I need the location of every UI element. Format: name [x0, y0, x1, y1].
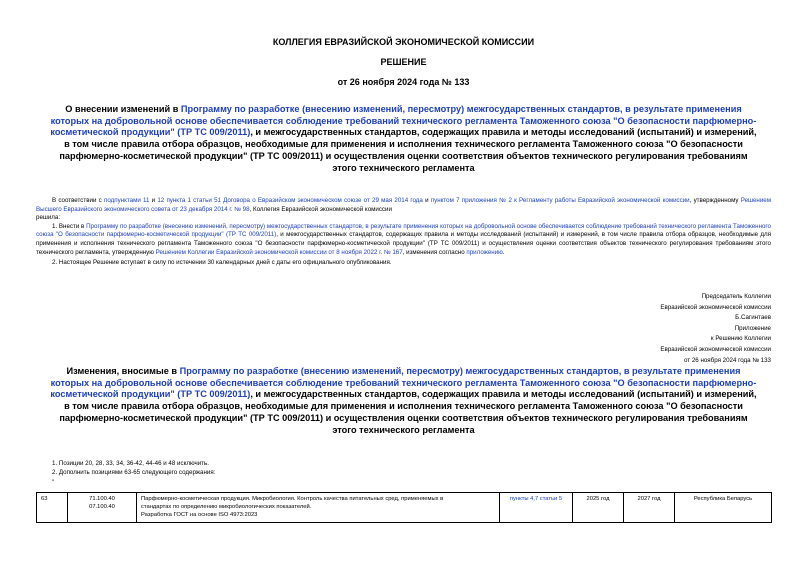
org-heading: КОЛЛЕГИЯ ЕВРАЗИЙСКОЙ ЭКОНОМИЧЕСКОЙ КОМИССИИ — [272, 37, 535, 47]
code: 07.100.40 — [89, 504, 115, 511]
description-line: стандартах по определению микробиологических показателей. — [141, 504, 312, 511]
item-1 — [36, 223, 771, 257]
change-1: 1. Позиции 20, 28, 33, 34, 36-42, 44-46 и 48 исключить. — [52, 460, 209, 467]
annex-link[interactable]: приложению — [466, 248, 503, 256]
item-1-text: , изменения согласно — [402, 248, 467, 256]
table-row — [37, 493, 772, 523]
position-number: 63 — [37, 493, 68, 523]
annex-title-suffix: , и межгосударственных стандартов, содержащих правила и методы исследований (испытаний) и измерений, в том числе правила отбора образцов, необходимые для применения и исполнения технического регламента Таможенного союза "О безопасности парфюмерно-косметической продукции" (ТР ТС 009/2011) и осуществления оценки соответствия объектов технического регулирования требованиям этого технического регламента — [59, 389, 757, 435]
item-1-text: . — [502, 248, 505, 256]
changes-list — [36, 459, 771, 487]
decision-body — [36, 197, 771, 268]
preamble-text: В соответствии с — [52, 197, 104, 204]
end-year: 2027 год — [624, 493, 675, 523]
quote-mark: " — [52, 478, 55, 486]
classification-codes — [68, 493, 137, 523]
signatory-position: Председатель Коллегии — [701, 293, 771, 300]
responsible-country: Республика Беларусь — [675, 493, 772, 523]
annex-title-prefix: Изменения, вносимые в — [66, 366, 180, 376]
annex-date: от 26 ноября 2024 года № 133 — [683, 356, 771, 364]
description-line: Парфюмерно-косметическая продукция. Микробиология. Контроль качества питательных сред, применяемых в — [141, 496, 444, 502]
item-1-text: , и межгосударственных стандартов, содержащих правила и методы исследований (испытаний) и измерений, в том числе правила отбора образцов, необходимые для применения и исполнения технического регламента Таможенного союза "О безопасности парфюмерно-косметической продукции" (ТР ТС 009/2011) и осуществления оценки соответствия объектов технического регулирования требованиям этого технического регламента, утвержденную — [36, 231, 771, 256]
collegium-decision-167-link[interactable]: Решением Коллегии Евразийской экономической комиссии от 8 ноября 2022 г. № 167 — [155, 248, 403, 256]
subparagraph-11-link[interactable]: подпунктами 11 — [103, 197, 150, 204]
article-5-link[interactable]: пункты 4,7 статьи 5 — [509, 496, 563, 502]
signatory-organization: Евразийской экономической комиссии — [660, 303, 771, 311]
document-type: РЕШЕНИЕ — [380, 57, 427, 67]
preamble-text: и — [422, 197, 431, 204]
preamble-text: , Коллегия Евразийской экономической комиссии — [249, 205, 392, 213]
annex-organization: Евразийской экономической комиссии — [660, 345, 771, 353]
standard-description — [137, 493, 500, 523]
description-line: Разработка ГОСТ на основе ISO 4973:2023 — [141, 512, 258, 519]
code: 71.100.40 — [89, 496, 115, 502]
regulations-annex-2-link[interactable]: пунктом 7 приложения № 2 к Регламенту работы Евразийской экономической комиссии — [430, 197, 690, 204]
change-2: 2. Дополнить позициями 63-65 следующего содержания: — [52, 469, 216, 477]
treaty-article-51-link[interactable]: 12 пункта 1 статьи 51 Договора о Евразийском экономическом союзе от 29 мая 2014 года — [157, 197, 423, 204]
annex-label: Приложение — [734, 324, 771, 332]
signatory-name: Б.Сагинтаев — [735, 314, 771, 322]
supreme-council-decision-link[interactable]: Решением Высшего Евразийского экономического совета от 23 декабря 2014 г. № 98 — [36, 197, 771, 213]
start-year: 2025 год — [573, 493, 624, 523]
program-link[interactable]: Программу по разработке (внесению изменений, пересмотру) межгосударственных стандартов, в результате применения которых на добровольной основе обеспечивается соблюдение требований технического регламента Таможенного союза "О безопасности парфюмерно-косметической продукции" (ТР ТС 009/2011) — [36, 222, 771, 239]
decision-title — [48, 104, 759, 174]
title-prefix: О внесении изменений в — [65, 104, 181, 114]
document-date-number: от 26 ноября 2024 года № 133 — [337, 77, 470, 87]
annex-reference: к Решению Коллегии — [710, 335, 771, 343]
signature-block — [471, 292, 771, 366]
resolves-label: решила: — [36, 214, 61, 222]
item-1-text: 1. Внести в — [52, 222, 87, 230]
positions-table — [36, 492, 772, 523]
preamble-text: и — [149, 197, 158, 204]
regulation-reference — [500, 493, 573, 523]
annex-title — [48, 366, 759, 436]
preamble — [36, 197, 771, 214]
item-2: 2. Настоящее Решение вступает в силу по истечении 30 календарных дней с даты его официального опубликования. — [52, 259, 392, 267]
preamble-text: , утвержденному — [689, 197, 741, 204]
title-suffix: , и межгосударственных стандартов, содержащих правила и методы исследований (испытаний) и измерений, в том числе правила отбора образцов, необходимые для применения и исполнения технического регламента Таможенного союза "О безопасности парфюмерно-косметической продукции" (ТР ТС 009/2011) и осуществления оценки соответствия объектов технического регулирования требованиям этого технического регламента — [59, 127, 757, 173]
program-link[interactable]: Программу по разработке (внесению изменений, пересмотру) межгосударственных стандартов, в результате применения которых на добровольной основе обеспечивается соблюдение требований технического регламента Таможенного союза "О безопасности парфюмерно-косметической продукции" (ТР ТС 009/2011) — [50, 366, 757, 400]
program-link[interactable]: Программу по разработке (внесению изменений, пересмотру) межгосударственных стандартов, в результате применения которых на добровольной основе обеспечивается соблюдение требований технического регламента Таможенного союза "О безопасности парфюмерно-косметической продукции" (ТР ТС 009/2011) — [50, 104, 757, 138]
